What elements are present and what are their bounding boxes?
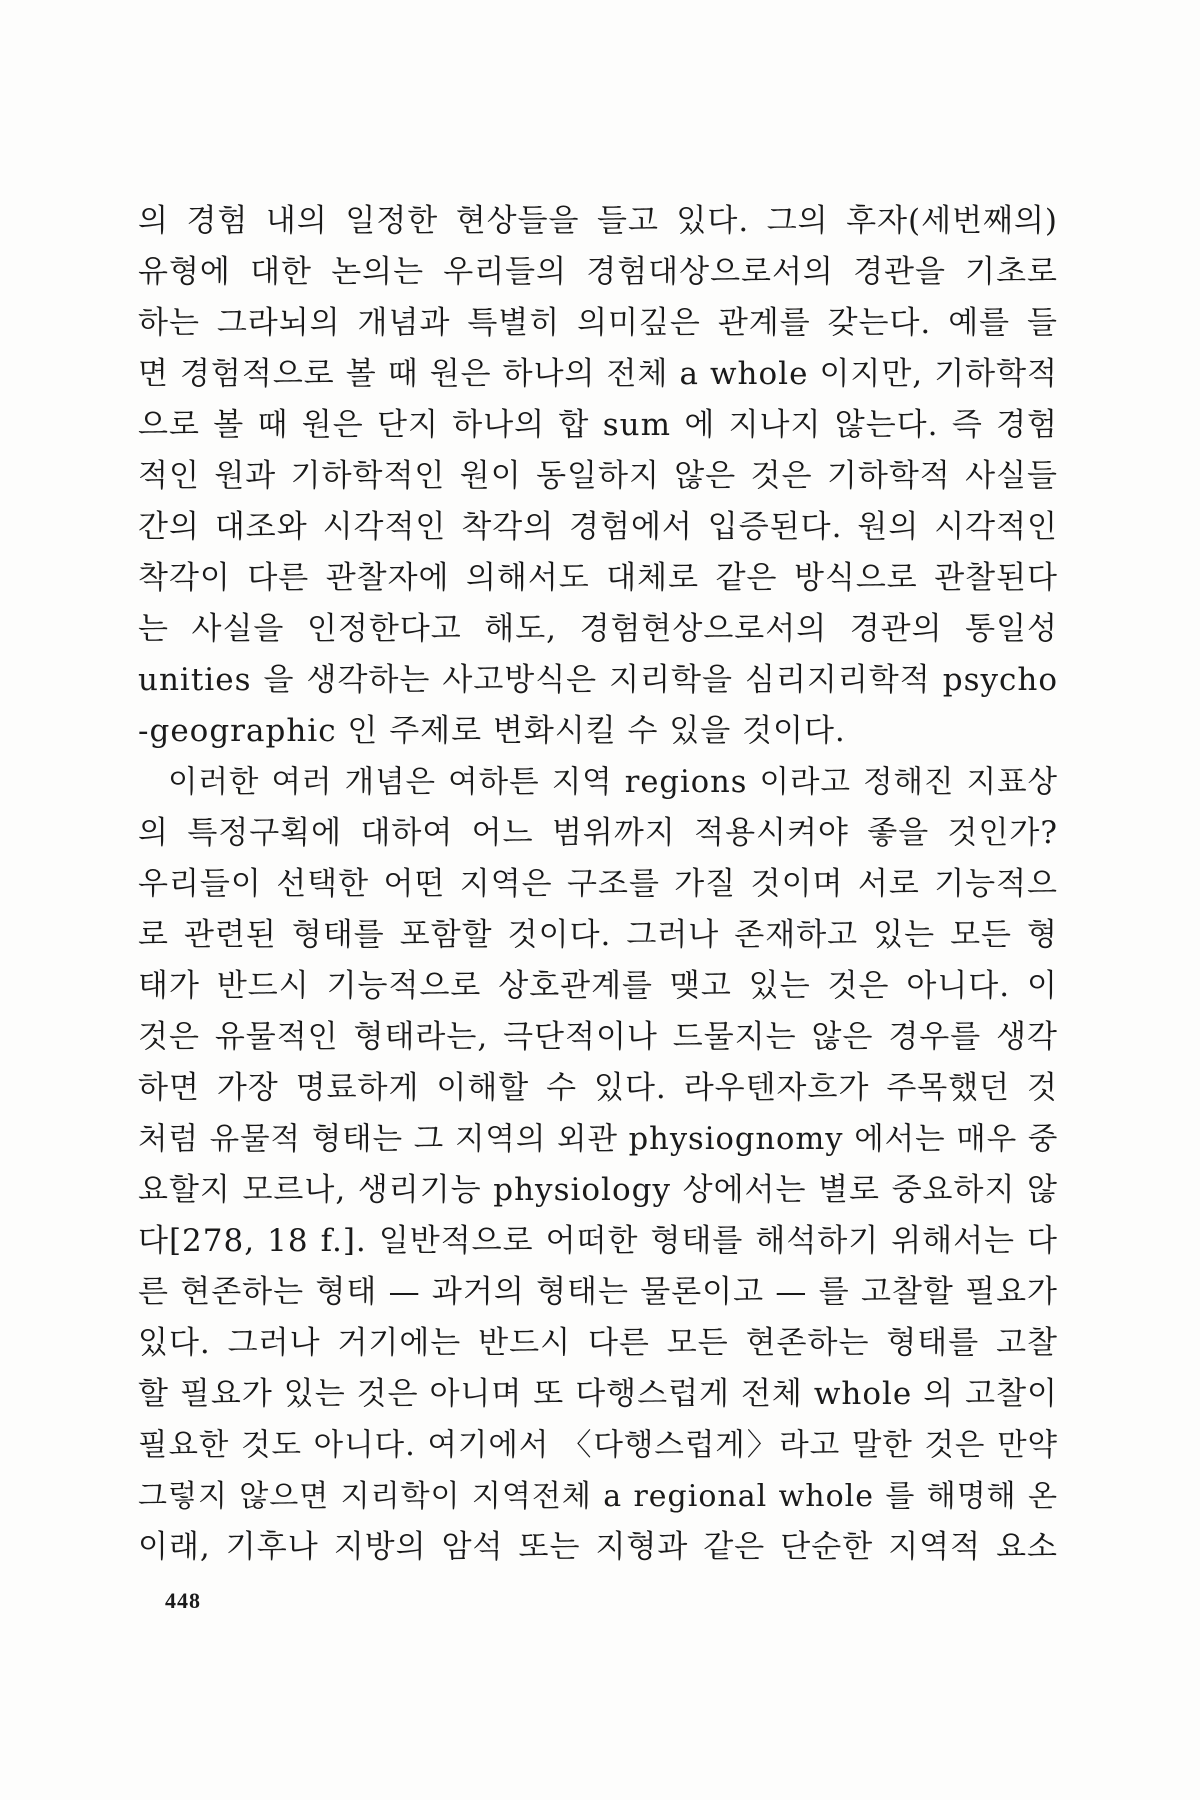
text-line: 그렇지 않으면 지리학이 지역전체 a regional whole 를 해명해 온 [138, 1479, 1058, 1514]
text-line: 태가 반드시 기능적으로 상호관계를 맺고 있는 것은 아니다. 이 [138, 968, 1058, 1004]
text-line: 것은 유물적인 형태라는, 극단적이나 드물지는 않은 경우를 생각 [138, 1019, 1058, 1055]
text-line: 적인 원과 기하학적인 원이 동일하지 않은 것은 기하학적 사실들 [138, 458, 1058, 494]
text-line: -geographic 인 주제로 변화시킬 수 있을 것이다. [138, 713, 846, 749]
text-line: 이래, 기후나 지방의 암석 또는 지형과 같은 단순한 지역적 요소 [138, 1529, 1058, 1565]
text-line: 요할지 모르나, 생리기능 physiology 상에서는 별로 중요하지 않 [138, 1172, 1058, 1208]
text-line: 간의 대조와 시각적인 착각의 경험에서 입증된다. 원의 시각적인 [138, 509, 1058, 545]
text-line: 하면 가장 명료하게 이해할 수 있다. 라우텐자흐가 주목했던 것 [138, 1070, 1058, 1106]
paragraph-start-line: 이러한 여러 개념은 여하튼 지역 regions 이라고 정해진 지표상 [168, 765, 1058, 800]
text-line: 있다. 그러나 거기에는 반드시 다른 모든 현존하는 형태를 고찰 [138, 1325, 1058, 1361]
text-line: 으로 볼 때 원은 단지 하나의 합 sum 에 지나지 않는다. 즉 경험 [138, 407, 1058, 443]
text-line: 의 특정구획에 대하여 어느 범위까지 적용시켜야 좋을 것인가? [138, 815, 1058, 851]
text-line: 하는 그라뇌의 개념과 특별히 의미깊은 관계를 갖는다. 예를 들 [138, 305, 1058, 341]
text-line: 로 관련된 형태를 포함할 것이다. 그러나 존재하고 있는 모든 형 [138, 917, 1058, 953]
text-line: 의 경험 내의 일정한 현상들을 들고 있다. 그의 후자(세번째의) [138, 203, 1058, 239]
text-line: 우리들이 선택한 어떤 지역은 구조를 가질 것이며 서로 기능적으 [138, 866, 1058, 902]
text-line: 면 경험적으로 볼 때 원은 하나의 전체 a whole 이지만, 기하학적 [138, 356, 1058, 392]
text-line: 른 현존하는 형태 — 과거의 형태는 물론이고 — 를 고찰할 필요가 [138, 1274, 1058, 1310]
text-line: 할 필요가 있는 것은 아니며 또 다행스럽게 전체 whole 의 고찰이 [138, 1376, 1058, 1412]
text-line: 착각이 다른 관찰자에 의해서도 대체로 같은 방식으로 관찰된다 [138, 560, 1058, 596]
text-line: 다[278, 18 f.]. 일반적으로 어떠한 형태를 해석하기 위해서는 다 [138, 1223, 1058, 1259]
text-line: 처럼 유물적 형태는 그 지역의 외관 physiognomy 에서는 매우 중 [138, 1122, 1059, 1157]
text-line: 는 사실을 인정한다고 해도, 경험현상으로서의 경관의 통일성 [138, 611, 1058, 647]
text-line: unities 을 생각하는 사고방식은 지리학을 심리지리학적 psycho [138, 662, 1058, 698]
body-text [138, 196, 1058, 1573]
text-line: 필요한 것도 아니다. 여기에서 〈다행스럽게〉라고 말한 것은 만약 [138, 1428, 1058, 1463]
page-number: 448 [165, 1588, 201, 1613]
text-line: 유형에 대한 논의는 우리들의 경험대상으로서의 경관을 기초로 [138, 254, 1058, 290]
